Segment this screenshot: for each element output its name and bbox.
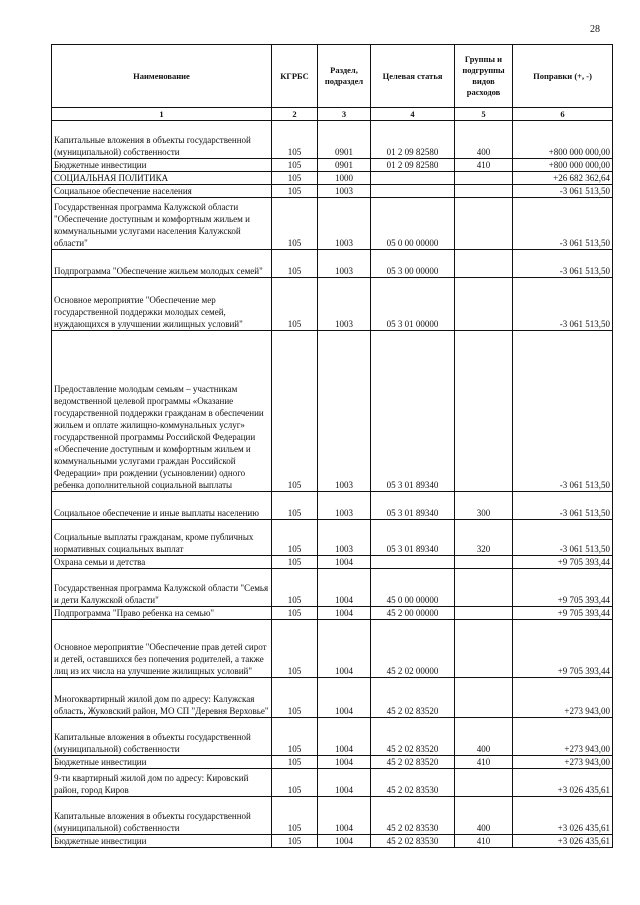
- cell-target-article: 45 2 02 83530: [371, 835, 455, 848]
- table-row: [52, 121, 613, 159]
- cell-amendment-amount: +9 705 393,44: [513, 607, 613, 620]
- cell-amendment-amount: -3 061 513,50: [513, 278, 613, 331]
- cell-expense-group: [455, 331, 513, 492]
- page-number: 28: [590, 24, 600, 35]
- cell-target-article: 45 2 02 83520: [371, 718, 455, 756]
- cell-target-article: 45 2 02 83520: [371, 756, 455, 769]
- cell-kgrbs: 105: [272, 121, 318, 159]
- table-row: [52, 769, 613, 797]
- cell-section: 1004: [318, 769, 371, 797]
- cell-name: Многоквартирный жилой дом по адресу: Калужская область, Жуковский район, МО СП "Деревня Верховье": [52, 678, 272, 718]
- cell-name: Государственная программа Калужской области "Семья и дети Калужской области": [52, 569, 272, 607]
- cell-expense-group: [455, 172, 513, 185]
- cell-expense-group: 400: [455, 797, 513, 835]
- table-row: [52, 556, 613, 569]
- column-number: 3: [318, 108, 371, 121]
- budget-amendments-table: [51, 44, 613, 848]
- cell-section: 1004: [318, 607, 371, 620]
- table-row: [52, 520, 613, 556]
- cell-name: Социальное обеспечение и иные выплаты населению: [52, 492, 272, 520]
- cell-section: 1000: [318, 172, 371, 185]
- cell-section: 1003: [318, 331, 371, 492]
- cell-expense-group: [455, 250, 513, 278]
- cell-expense-group: [455, 556, 513, 569]
- table-row: [52, 756, 613, 769]
- column-number: 5: [455, 108, 513, 121]
- cell-target-article: 45 2 00 00000: [371, 607, 455, 620]
- cell-section: 1003: [318, 278, 371, 331]
- cell-target-article: 05 0 00 00000: [371, 198, 455, 250]
- cell-kgrbs: 105: [272, 520, 318, 556]
- cell-section: 1004: [318, 556, 371, 569]
- header-section: Раздел, подраздел: [318, 45, 371, 108]
- cell-amendment-amount: -3 061 513,50: [513, 492, 613, 520]
- cell-expense-group: 400: [455, 121, 513, 159]
- cell-kgrbs: 105: [272, 172, 318, 185]
- cell-expense-group: [455, 607, 513, 620]
- cell-kgrbs: 105: [272, 620, 318, 678]
- cell-name: Бюджетные инвестиции: [52, 159, 272, 172]
- cell-section: 1004: [318, 797, 371, 835]
- cell-name: Предоставление молодым семьям – участникам ведомственной целевой программы «Оказание государственной поддержки гражданам в обеспечении жильем и оплате жилищно-коммунальных услуг» государственной программы Российской Федерации «Обеспечение доступным и комфортным жильем и коммунальными услугами граждан Российской Федерации» при рождении (усыновлении) одного ребенка дополнительной социальной выплаты: [52, 331, 272, 492]
- cell-expense-group: 300: [455, 492, 513, 520]
- cell-name: Капитальные вложения в объекты государственной (муниципальной) собственности: [52, 718, 272, 756]
- cell-target-article: 45 2 02 83530: [371, 769, 455, 797]
- cell-expense-group: [455, 678, 513, 718]
- cell-amendment-amount: +26 682 362,64: [513, 172, 613, 185]
- cell-section: 1003: [318, 520, 371, 556]
- table-row: [52, 198, 613, 250]
- cell-name: Капитальные вложения в объекты государственной (муниципальной) собственности: [52, 121, 272, 159]
- cell-kgrbs: 105: [272, 331, 318, 492]
- cell-name: Подпрограмма "Обеспечение жильем молодых семей": [52, 250, 272, 278]
- cell-kgrbs: 105: [272, 678, 318, 718]
- cell-name: Охрана семьи и детства: [52, 556, 272, 569]
- cell-name: Основное мероприятие "Обеспечение прав детей сирот и детей, оставшихся без попечения родителей, а также лиц из их числа на улучшение жилищных условий": [52, 620, 272, 678]
- cell-kgrbs: 105: [272, 797, 318, 835]
- cell-section: 1003: [318, 198, 371, 250]
- cell-kgrbs: 105: [272, 250, 318, 278]
- cell-target-article: [371, 185, 455, 198]
- cell-kgrbs: 105: [272, 718, 318, 756]
- cell-section: 0901: [318, 121, 371, 159]
- cell-section: 1003: [318, 250, 371, 278]
- cell-expense-group: [455, 769, 513, 797]
- cell-amendment-amount: +9 705 393,44: [513, 556, 613, 569]
- header-amendments: Поправки (+, -): [513, 45, 613, 108]
- header-kgrbs: КГРБС: [272, 45, 318, 108]
- cell-expense-group: 320: [455, 520, 513, 556]
- cell-kgrbs: 105: [272, 569, 318, 607]
- cell-expense-group: 410: [455, 756, 513, 769]
- cell-target-article: 45 0 00 00000: [371, 569, 455, 607]
- cell-name: Бюджетные инвестиции: [52, 756, 272, 769]
- table-row: [52, 250, 613, 278]
- table-row: [52, 718, 613, 756]
- cell-target-article: 45 2 02 00000: [371, 620, 455, 678]
- cell-amendment-amount: -3 061 513,50: [513, 331, 613, 492]
- cell-name: 9-ти квартирный жилой дом по адресу: Кировский район, город Киров: [52, 769, 272, 797]
- cell-target-article: 01 2 09 82580: [371, 121, 455, 159]
- cell-name: Социальное обеспечение населения: [52, 185, 272, 198]
- cell-kgrbs: 105: [272, 492, 318, 520]
- table-row: [52, 492, 613, 520]
- column-number-row: [52, 108, 613, 121]
- column-number: 4: [371, 108, 455, 121]
- header-target-article: Целевая статья: [371, 45, 455, 108]
- cell-expense-group: 410: [455, 835, 513, 848]
- cell-target-article: 45 2 02 83520: [371, 678, 455, 718]
- cell-kgrbs: 105: [272, 769, 318, 797]
- cell-expense-group: [455, 569, 513, 607]
- cell-amendment-amount: +273 943,00: [513, 718, 613, 756]
- table-row: [52, 278, 613, 331]
- cell-section: 1004: [318, 835, 371, 848]
- cell-expense-group: 400: [455, 718, 513, 756]
- cell-amendment-amount: -3 061 513,50: [513, 198, 613, 250]
- table-row: [52, 172, 613, 185]
- cell-kgrbs: 105: [272, 278, 318, 331]
- cell-kgrbs: 105: [272, 185, 318, 198]
- column-number: 1: [52, 108, 272, 121]
- cell-amendment-amount: +273 943,00: [513, 678, 613, 718]
- cell-amendment-amount: -3 061 513,50: [513, 250, 613, 278]
- table-row: [52, 620, 613, 678]
- cell-target-article: 45 2 02 83530: [371, 797, 455, 835]
- cell-amendment-amount: +3 026 435,61: [513, 769, 613, 797]
- cell-amendment-amount: +3 026 435,61: [513, 797, 613, 835]
- header-expense-groups: Группы и подгруппы видов расходов: [455, 45, 513, 108]
- table-row: [52, 607, 613, 620]
- cell-kgrbs: 105: [272, 159, 318, 172]
- cell-name: Бюджетные инвестиции: [52, 835, 272, 848]
- cell-expense-group: [455, 185, 513, 198]
- cell-amendment-amount: +9 705 393,44: [513, 569, 613, 607]
- cell-target-article: 05 3 00 00000: [371, 250, 455, 278]
- cell-name: Государственная программа Калужской области "Обеспечение доступным и комфортным жильем и коммунальными услугами населения Калужской области": [52, 198, 272, 250]
- table-row: [52, 797, 613, 835]
- cell-section: 1004: [318, 569, 371, 607]
- cell-section: 1004: [318, 756, 371, 769]
- cell-target-article: 05 3 01 89340: [371, 520, 455, 556]
- cell-kgrbs: 105: [272, 556, 318, 569]
- table-row: [52, 159, 613, 172]
- cell-target-article: [371, 172, 455, 185]
- table-row: [52, 678, 613, 718]
- cell-kgrbs: 105: [272, 835, 318, 848]
- cell-target-article: 05 3 01 00000: [371, 278, 455, 331]
- cell-name: Капитальные вложения в объекты государственной (муниципальной) собственности: [52, 797, 272, 835]
- cell-amendment-amount: +273 943,00: [513, 756, 613, 769]
- cell-target-article: 05 3 01 89340: [371, 331, 455, 492]
- cell-amendment-amount: +3 026 435,61: [513, 835, 613, 848]
- table-row: [52, 569, 613, 607]
- cell-expense-group: [455, 278, 513, 331]
- cell-name: Основное мероприятие "Обеспечение мер государственной поддержки молодых семей, нуждающихся в улучшении жилищных условий": [52, 278, 272, 331]
- column-number: 6: [513, 108, 613, 121]
- cell-section: 1004: [318, 620, 371, 678]
- column-number: 2: [272, 108, 318, 121]
- header-name: Наименование: [52, 45, 272, 108]
- table-row: [52, 835, 613, 848]
- table-row: [52, 331, 613, 492]
- cell-section: 0901: [318, 159, 371, 172]
- cell-kgrbs: 105: [272, 756, 318, 769]
- cell-expense-group: 410: [455, 159, 513, 172]
- table-header-row: [52, 45, 613, 108]
- cell-section: 1004: [318, 718, 371, 756]
- cell-kgrbs: 105: [272, 198, 318, 250]
- cell-target-article: [371, 556, 455, 569]
- cell-expense-group: [455, 620, 513, 678]
- cell-target-article: 05 3 01 89340: [371, 492, 455, 520]
- cell-section: 1003: [318, 185, 371, 198]
- cell-section: 1004: [318, 678, 371, 718]
- cell-name: Подпрограмма "Право ребенка на семью": [52, 607, 272, 620]
- cell-name: Социальные выплаты гражданам, кроме публичных нормативных социальных выплат: [52, 520, 272, 556]
- cell-expense-group: [455, 198, 513, 250]
- cell-section: 1003: [318, 492, 371, 520]
- cell-amendment-amount: +800 000 000,00: [513, 159, 613, 172]
- cell-amendment-amount: -3 061 513,50: [513, 185, 613, 198]
- cell-amendment-amount: -3 061 513,50: [513, 520, 613, 556]
- cell-target-article: 01 2 09 82580: [371, 159, 455, 172]
- cell-amendment-amount: +800 000 000,00: [513, 121, 613, 159]
- cell-name: СОЦИАЛЬНАЯ ПОЛИТИКА: [52, 172, 272, 185]
- table-row: [52, 185, 613, 198]
- cell-kgrbs: 105: [272, 607, 318, 620]
- cell-amendment-amount: +9 705 393,44: [513, 620, 613, 678]
